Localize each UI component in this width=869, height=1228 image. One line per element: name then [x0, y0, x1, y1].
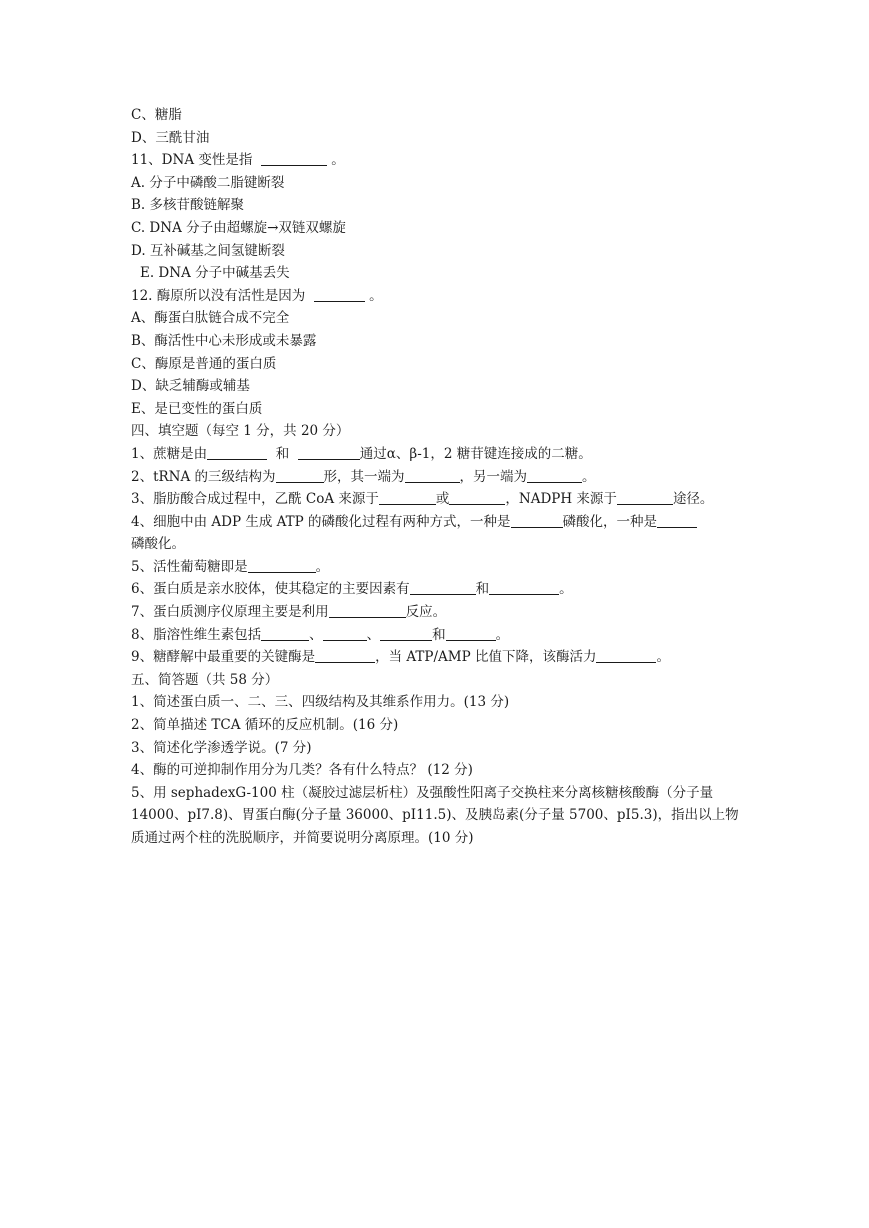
q12-stem	[131, 285, 741, 308]
q11-stem	[131, 149, 741, 172]
fill-3-text-1: 3、脂肪酸合成过程中，乙酰 CoA 来源于	[131, 491, 379, 508]
fill-1-text-3: 通过α、β-1，2 糖苷键连接成的二糖。	[359, 445, 592, 462]
q12-answer-blank[interactable]	[314, 286, 365, 302]
q11-option-c: C. DNA 分子由超螺旋→双链双螺旋	[131, 219, 346, 236]
fill-8-text-2: 、	[309, 626, 323, 643]
fill-6-text-3: 。	[559, 581, 573, 598]
fill-3-text-3: ，NADPH 来源于	[505, 491, 617, 508]
fill-7-text-2: 反应。	[405, 604, 447, 621]
fill-1-blank-1[interactable]	[207, 444, 267, 460]
q11-stem-end: 。	[331, 152, 345, 169]
q11-stem-text: 11、DNA 变性是指	[131, 152, 253, 169]
fill-7	[131, 601, 741, 624]
fill-5-text-2: 。	[315, 558, 330, 575]
fill-2	[131, 466, 741, 489]
fill-9-text-3: 。	[656, 649, 670, 666]
q11-option-d: D. 互补碱基之间氢键断裂	[131, 242, 285, 259]
q11-answer-blank[interactable]	[261, 150, 327, 166]
fill-3	[131, 488, 741, 511]
q11-option-b: B. 多核苷酸链解聚	[131, 197, 245, 214]
fill-9-blank-2[interactable]	[596, 647, 656, 663]
fill-3-blank-1[interactable]	[379, 489, 436, 505]
q10-option-d: D、三酰甘油	[131, 129, 210, 146]
fill-8-text-1: 8、脂溶性维生素包括	[131, 626, 262, 643]
fill-8-blank-3[interactable]	[380, 625, 432, 641]
q12-stem-end: 。	[369, 287, 383, 304]
fill-2-text-4: 。	[582, 468, 596, 485]
fill-8-blank-2[interactable]	[323, 625, 367, 641]
fill-4-blank-2[interactable]	[657, 512, 697, 528]
fill-9-text-2: ，当 ATP/AMP 比值下降，该酶活力	[375, 649, 597, 666]
fill-8-text-3: 、	[366, 626, 381, 643]
fill-4-continued: 磷酸化。	[131, 536, 185, 553]
q12-option-a: A、酶蛋白肽链合成不完全	[131, 310, 290, 327]
fill-2-text-3: ，另一端为	[459, 468, 528, 485]
fill-1-text-1: 1、蔗糖是由	[131, 445, 208, 462]
fill-7-blank-1[interactable]	[329, 602, 406, 618]
fill-5-text-1: 5、活性葡萄糖即是	[131, 558, 248, 575]
fill-6	[131, 578, 741, 601]
q11-option-e: E. DNA 分子中碱基丢失	[140, 265, 290, 282]
q12-option-e: E、是已变性的蛋白质	[131, 400, 263, 417]
fill-5-blank-1[interactable]	[248, 557, 316, 573]
q10-option-c: C、糖脂	[131, 107, 182, 123]
section5-title: 五、简答题（共 58 分）	[131, 671, 279, 688]
fill-8	[131, 624, 741, 647]
fill-4-text-2: 磷酸化，一种是	[562, 513, 658, 530]
fill-3-text-4: 途径。	[672, 491, 714, 508]
fill-6-text-1: 6、蛋白质是亲水胶体，使其稳定的主要因素有	[131, 581, 410, 598]
section4-title: 四、填空题（每空 1 分，共 20 分）	[131, 423, 350, 440]
short-answer-4: 4、酶的可逆抑制作用分为几类？各有什么特点？ (12 分)	[131, 762, 473, 779]
fill-3-blank-2[interactable]	[449, 489, 505, 505]
fill-9-blank-1[interactable]	[315, 647, 375, 663]
fill-1-text-2: 和	[275, 445, 290, 462]
fill-9-text-1: 9、糖酵解中最重要的关键酶是	[131, 649, 316, 666]
fill-6-blank-2[interactable]	[489, 579, 559, 595]
fill-6-text-2: 和	[475, 581, 490, 598]
fill-8-text-5: 。	[495, 626, 510, 643]
fill-3-text-2: 或	[435, 491, 450, 508]
fill-2-text-2: 形，其一端为	[323, 468, 405, 485]
fill-8-blank-1[interactable]	[261, 625, 309, 641]
fill-4-text-1: 4、细胞中由 ADP 生成 ATP 的磷酸化过程有两种方式，一种是	[131, 513, 511, 530]
fill-1-blank-2[interactable]	[298, 444, 360, 460]
fill-7-text-1: 7、蛋白质测序仪原理主要是利用	[131, 604, 329, 621]
fill-2-blank-3[interactable]	[527, 467, 582, 483]
short-answer-1: 1、简述蛋白质一、二、三、四级结构及其维系作用力。(13 分)	[131, 694, 510, 711]
fill-4-blank-1[interactable]	[511, 512, 563, 528]
short-answer-2: 2、简单描述 TCA 循环的反应机制。(16 分)	[131, 717, 399, 734]
q11-option-a: A. 分子中磷酸二脂键断裂	[131, 174, 285, 191]
fill-4	[131, 511, 741, 534]
fill-6-blank-1[interactable]	[410, 579, 476, 595]
q12-option-b: B、酶活性中心未形成或未暴露	[131, 332, 317, 349]
fill-3-blank-3[interactable]	[617, 489, 673, 505]
fill-2-blank-1[interactable]	[276, 467, 324, 483]
fill-2-text-1: 2、tRNA 的三级结构为	[131, 468, 276, 485]
fill-2-blank-2[interactable]	[405, 467, 460, 483]
fill-8-text-4: 和	[432, 626, 446, 643]
fill-8-blank-4[interactable]	[446, 625, 496, 641]
q12-option-c: C、酶原是普通的蛋白质	[131, 355, 277, 372]
q12-stem-text: 12. 酶原所以没有活性是因为	[131, 287, 306, 304]
fill-1	[131, 443, 741, 466]
fill-9	[131, 646, 741, 669]
q12-option-d: D、缺乏辅酶或辅基	[131, 378, 250, 395]
short-answer-3: 3、简述化学渗透学说。(7 分)	[131, 739, 312, 756]
fill-5	[131, 556, 741, 579]
exam-content	[131, 104, 741, 850]
short-answer-5: 5、用 sephadexG-100 柱（凝胶过滤层析柱）及强酸性阳离子交换柱来分离核糖核酸酶（分子量 14000、pⅠ7.8)、胃蛋白酶(分子量 36000、pⅠ11.5)、及胰岛素(分子量 5700、pI5.3)，指出以上物质通过两个柱的洗脱顺序，并简要说明分离原理。(10 分)	[131, 784, 739, 846]
